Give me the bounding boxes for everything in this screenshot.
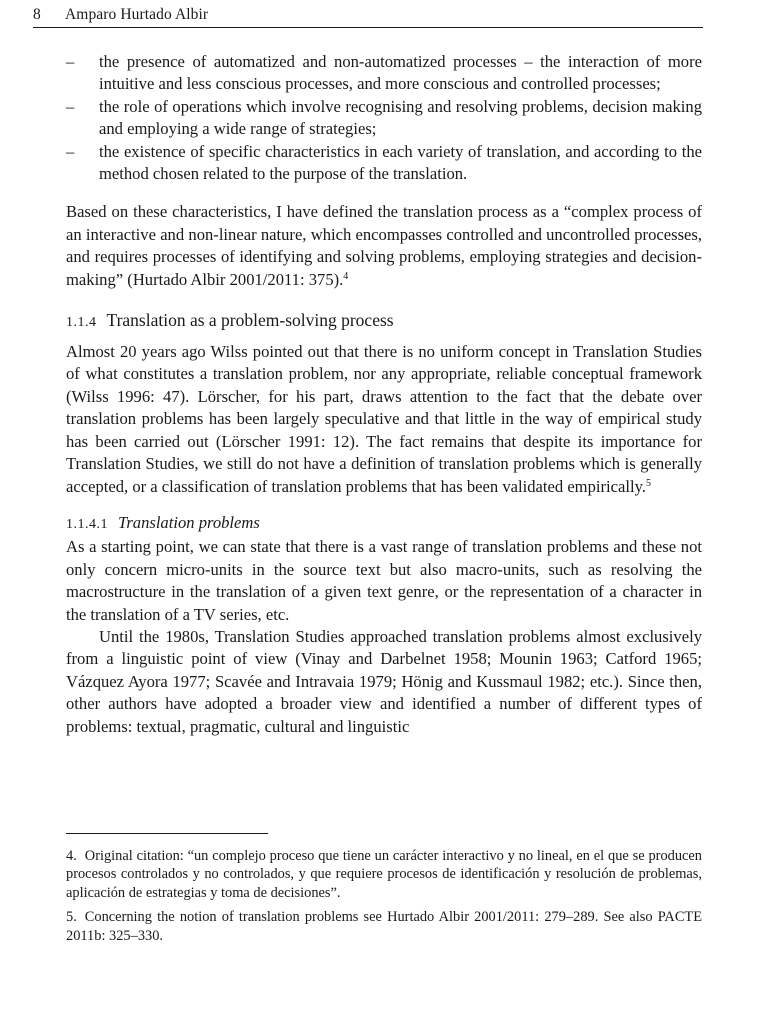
footnote-ref-5[interactable]: 5 <box>645 477 651 489</box>
footnote-rule <box>66 833 268 834</box>
footnote-text: Concerning the notion of translation problems see Hurtado Albir 2001/2011: 279–289. See also PACTE 2011b: 325–330. <box>66 909 702 944</box>
subsection-number: 1.1.4.1 <box>66 516 108 532</box>
running-head <box>33 5 703 27</box>
section-number: 1.1.4 <box>66 315 97 331</box>
paragraph-starting-point: As a starting point, we can state that there is a vast range of translation problems and these not only concern micro-units in the source text but also macro-units, such as resolving the macrostructure in the translation of a given text genre, or the representation of a character in the translation of a TV series, etc. <box>66 537 702 624</box>
list-dash: – <box>66 52 75 71</box>
list-item <box>66 51 702 96</box>
paragraph-text: Almost 20 years ago Wilss pointed out that there is no uniform concept in Translation Studies of what constitutes a translation problem, nor any appropriate, reliable conceptual framework (Wilss 1996: 47). Lörscher, for his part, draws attention to the fact that the debate over translation problems has been largely speculative and that little in the way of empirical study has been carried out (Lörscher 1991: 12). The fact remains that despite its importance for Translation Studies, we still do not have a definition of translation problems which is generally accepted, or a classification of translation problems that has been validated empirically. <box>66 342 702 496</box>
footnote-ref-4[interactable]: 4 <box>343 270 349 282</box>
running-head-author: Amparo Hurtado Albir <box>65 6 209 23</box>
header-rule <box>33 27 703 28</box>
list-dash: – <box>66 96 75 116</box>
page-number: 8 <box>33 6 41 23</box>
footnote-number: 5. <box>66 909 77 926</box>
paragraph-1980s: Until the 1980s, Translation Studies approached translation problems almost exclusively from a linguistic point of view (Vinay and Darbelnet 1958; Mounin 1963; Catford 1965; Vázquez Ayora 1977; Scavée and Intravaia 1979; Hönig and Kussmaul 1982; etc.). Since then, other authors have adopted a broader view and identified a number of different types of problems: textual, pragmatic, cultural and linguistic <box>66 626 702 736</box>
list-dash: – <box>66 141 75 161</box>
list-item-text: the role of operations which involve recognising and resolving problems, decision making and employing a wide range of strategies; <box>99 96 702 139</box>
list-item-text: the existence of specific characteristics in each variety of translation, and according to the method chosen related to the purpose of the translation. <box>99 141 702 184</box>
body-text <box>66 51 702 738</box>
subsection-heading <box>66 512 702 536</box>
paragraph-process-definition <box>66 201 702 291</box>
paragraph-text: Based on these characteristics, I have defined the translation process as a “complex process of an interactive and non-linear nature, which encompasses controlled and uncontrolled processes, and requires processes of identifying and solving problems, employing strategies and decision-making” (Hurtado Albir 2001/2011: 375). <box>66 202 702 289</box>
section-title: Translation as a problem-solving process <box>106 310 394 331</box>
section-heading <box>66 308 702 335</box>
subsection-title: Translation problems <box>118 512 260 532</box>
footnotes <box>66 847 702 951</box>
list-item-text: the presence of automatized and non-automatized processes – the interaction of more intuitive and less conscious processes, and more conscious and controlled processes; <box>99 52 702 94</box>
list-item <box>66 141 702 186</box>
footnote-number: 4. <box>66 848 77 864</box>
paragraph-wilss <box>66 341 702 498</box>
list-item <box>66 96 702 141</box>
footnote-5 <box>66 908 702 945</box>
footnote-4 <box>66 847 702 902</box>
footnote-text: Original citation: “un complejo proceso que tiene un carácter interactivo y no lineal, en el que se producen procesos controlados y no controlados, y que requiere procesos de identificación y resolución de problemas, aplicación de estrategias y toma de decisiones”. <box>66 848 702 901</box>
